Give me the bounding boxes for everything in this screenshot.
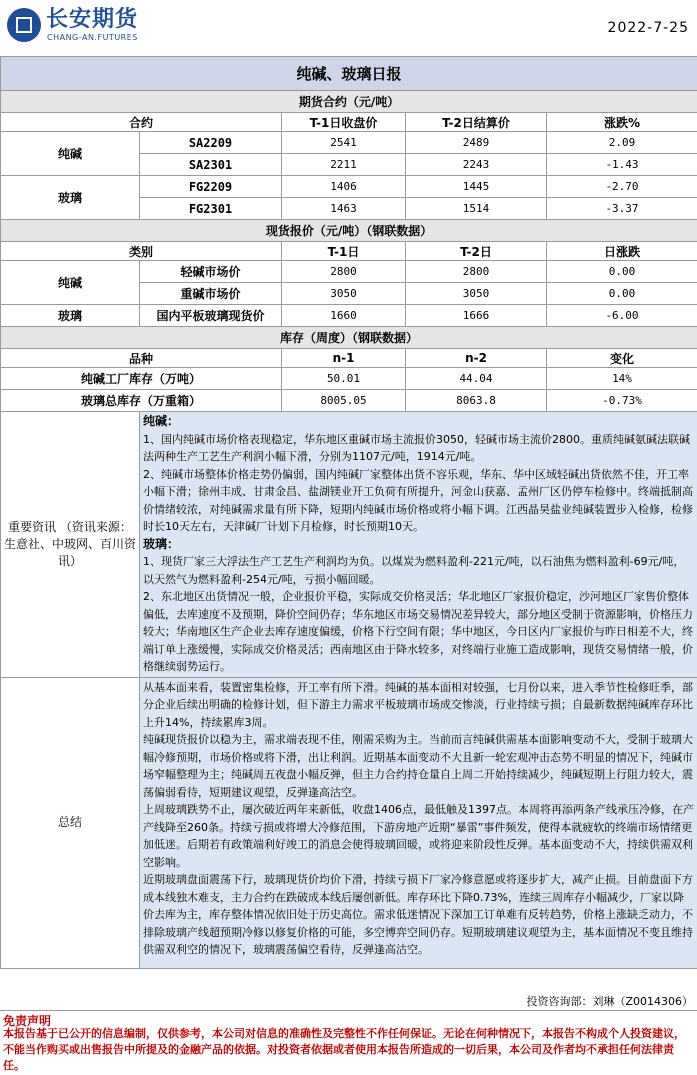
inventory-n2: 8063.8 [406,390,547,412]
futures-change: -2.70 [547,176,697,198]
futures-close: 1463 [282,198,406,220]
inventory-header-n1: n-1 [282,349,406,368]
spot-t1: 1660 [282,305,406,327]
futures-header-settle: T-2日结算价 [406,113,547,132]
futures-change: -1.43 [547,154,697,176]
spot-group-glass: 玻璃 [1,305,140,327]
inventory-n2: 44.04 [406,368,547,390]
inventory-header-n2: n-2 [406,349,547,368]
futures-change: -3.37 [547,198,697,220]
spot-change: 0.00 [547,261,697,283]
spot-change: -6.00 [547,305,697,327]
futures-header-change: 涨跌% [547,113,697,132]
company-logo-icon [7,8,41,42]
spot-group-soda: 纯碱 [1,261,140,305]
futures-contract: SA2301 [140,154,282,176]
inventory-header-item: 品种 [1,349,282,368]
futures-contract: SA2209 [140,132,282,154]
inventory-item: 玻璃总库存（万重箱） [1,390,282,412]
spot-t2: 3050 [406,283,547,305]
inventory-n1: 8005.05 [282,390,406,412]
spot-t2: 1666 [406,305,547,327]
spot-t2: 2800 [406,261,547,283]
news-label: 重要资讯 （资讯来源：生意社、中玻网、百川资讯） [1,412,140,678]
futures-section-title: 期货合约（元/吨） [1,91,697,113]
futures-close: 2541 [282,132,406,154]
spot-item: 国内平板玻璃现货价 [140,305,282,327]
spot-header-category: 类别 [1,242,282,261]
spot-header-change: 日涨跌 [547,242,697,261]
futures-change: 2.09 [547,132,697,154]
futures-close: 2211 [282,154,406,176]
disclaimer-title: 免责声明 [3,1014,52,1028]
futures-settle: 2243 [406,154,547,176]
spot-section-title: 现货报价（元/吨）（钢联数据） [1,220,697,242]
futures-contract: FG2301 [140,198,282,220]
news-soda-item-1: 1、国内纯碱市场价格表现稳定，华东地区重碱市场主流报价3050，轻碱市场主流价2800。重质纯碱氨碱法联碱法两种生产工艺生产利润小幅下滑，分别为1107元/吨，1914元/吨。 [143,432,690,463]
news-glass-heading: 玻璃： [143,536,180,551]
report-table [0,56,697,969]
news-soda-heading: 纯碱： [143,414,180,428]
futures-settle: 1514 [406,198,547,220]
analyst-credit: 投资咨询部：刘琳（Z0014306） [0,994,697,1011]
spot-header-t1: T-1日 [282,242,406,261]
inventory-header-change: 变化 [547,349,697,368]
futures-group-soda: 纯碱 [1,132,140,176]
summary-paragraph-1: 从基本面来看，装置密集检修，开工率有所下滑。纯碱的基本面相对较强，七月份以来，进入季节性检修旺季，部分企业后续出明确的检修计划，但下游主力需求平板玻璃市场成交惨淡，行业持续亏损；自最新数据纯碱库存环比上升14%，持续累库3周。 [143,680,693,729]
company-name-en: CHANG-AN.FUTURES [47,33,138,42]
report-title: 纯碱、玻璃日报 [1,57,697,91]
report-header [0,0,697,56]
futures-contract: FG2209 [140,176,282,198]
spot-change: 0.00 [547,283,697,305]
report-date: 2022-7-25 [607,20,689,36]
inventory-item: 纯碱工厂库存（万吨） [1,368,282,390]
spot-item: 轻碱市场价 [140,261,282,283]
news-content [140,412,697,678]
futures-settle: 2489 [406,132,547,154]
disclaimer-body: 本报告基于已公开的信息编制，仅供参考，本公司对信息的准确性及完整性不作任何保证。无论在何种情况下，本报告不构成个人投资建议，不能当作购买或出售报告中所提及的金融产品的依据。对投资者依据或者使用本报告所造成的一切后果，本公司及作者均不承担任何法律责任。 [3,1027,685,1072]
inventory-change: 14% [547,368,697,390]
summary-label: 总结 [1,677,140,968]
futures-header-close: T-1日收盘价 [282,113,406,132]
inventory-section-title: 库存（周度）（钢联数据） [1,327,697,349]
inventory-n1: 50.01 [282,368,406,390]
futures-header-contract: 合约 [1,113,282,132]
spot-item: 重碱市场价 [140,283,282,305]
summary-content [140,677,697,968]
summary-paragraph-4: 近期玻璃盘面震荡下行，玻璃现货价均价下滑，持续亏损下厂家冷修意愿或将逐步扩大，减产止损。目前盘面下方成本线独木难支，主力合约在跌破成本线后屡创新低。库存环比下降0.73%，连续三周库存小幅减少，厂家以降价去库为主，库存整体情况依旧处于历史高位。需求低迷情况下深加工订单难有反转趋势，价格上涨缺乏动力，不排除玻璃产线超预期冷修以修复价格的可能，多空博弈空间仍存。短期玻璃建议观望为主，基本面情况不变且维持供需双利空的情况下，玻璃震荡偏空看待，反弹逢高沽空。 [143,873,693,956]
summary-paragraph-3: 上周玻璃跌势不止，屡次破近两年来新低，收盘1406点，最低触及1397点。本周将再添两条产线承压冷修，在产产线降至260条。持续亏损或将增大冷修范围，下游房地产近期“暴雷”事件频发，使得本就疲软的终端市场情绪更加低迷。后期若有政策端利好竣工的消息会使得玻璃回暖，或将迎来阶段性反弹。基本面变动不大，持续供需双利空影响。 [143,803,694,869]
news-glass-item-1: 1、现货厂家三大浮法生产工艺生产利润均为负。以煤炭为燃料盈利-221元/吨，以石油焦为燃料盈利-69元/吨，以天然气为燃料盈利-254元/吨，亏损小幅回暖。 [143,555,685,586]
spot-t1: 2800 [282,261,406,283]
futures-group-glass: 玻璃 [1,176,140,220]
futures-close: 1406 [282,176,406,198]
news-glass-item-2: 2、东北地区出货情况一般，企业报价平稳，实际成交价格灵活；华北地区厂家报价稳定，沙河地区厂家售价整体偏低，去库速度不及预期，降价空间仍存；华东地区市场交易情况差异较大，部分地区受制于资源影响，价格压力较大；华南地区生产企业去库存速度偏缓，价格下行空间有限；华中地区，今日区内厂家报价与昨日相差不大，终端订单上涨缓慢，实际成交价格灵活；西南地区由于降水较多，对终端行业施工造成影响，现货交易情绪一般，价格继续弱势运行。 [143,590,693,673]
inventory-change: -0.73% [547,390,697,412]
summary-paragraph-2: 纯碱现货报价以稳为主，需求端表现不佳，刚需采购为主。当前而言纯碱供需基本面影响变动不大，受制于玻璃大幅冷修预期，市场价格或将下滑，出让利润。近期基本面变动不大且新一轮宏观冲击态势不明显的情况下，纯碱市场窄幅整理为主；纯碱周五夜盘小幅反弹，但主力合约持仓量自上周二开始持续减少，纯碱短期上行阻力较大，震荡偏弱看待，短期建议观望，反弹逢高沽空。 [143,733,693,799]
spot-t1: 3050 [282,283,406,305]
news-soda-item-2: 2、纯碱市场整体价格走势仍偏弱，国内纯碱厂家整体出货不容乐观，华东、华中区域轻碱出货依然不佳，开工率小幅下滑；徐州丰成、甘肃金昌、盐湖镁业开工负荷有所提升，河金山获嘉、孟州厂区仍停车检修中。终端抵制高价情绪较浓，对纯碱需求量有所下降，短期内纯碱市场价格或将小幅下调。江西晶昊盐业纯碱装置步入检修，检修时长10天左右，天津碱厂计划下月检修，时长预期10天。 [143,467,693,533]
futures-settle: 1445 [406,176,547,198]
company-name-cn: 长安期货 [46,7,139,32]
spot-header-t2: T-2日 [406,242,547,261]
